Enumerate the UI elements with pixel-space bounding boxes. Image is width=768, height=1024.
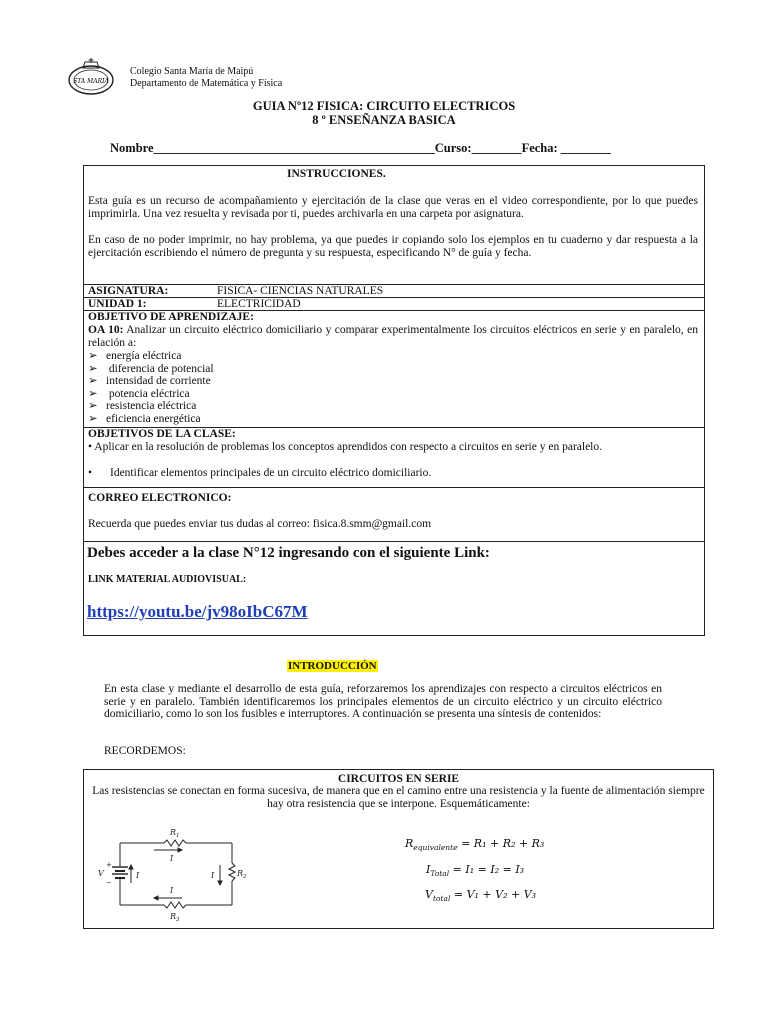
circuitos-serie-heading: CIRCUITOS EN SERIE <box>337 773 460 785</box>
school-name: Colegio Santa María de Maipú <box>130 66 254 77</box>
equation-voltage-sub: total <box>432 894 451 904</box>
objetivo-clase-item-2 <box>88 467 698 480</box>
equation-resistance-rhs: = R₁ + R₂ + R₃ <box>457 837 545 850</box>
unidad-label: UNIDAD 1: <box>88 298 147 310</box>
unidad-value: ELECTRICIDAD <box>217 298 301 310</box>
recordemos-label: RECORDEMOS: <box>104 745 186 757</box>
equation-resistance-sub: equivalente <box>413 843 458 853</box>
introduccion-heading-wrap <box>287 656 378 674</box>
oa10-description: Analizar un circuito eléctrico domiciliario y comparar experimentalmente los circuitos eléctricos en serie y en paralelo, en relación a: <box>88 324 698 349</box>
list-item-text: energía eléctrica <box>106 350 182 362</box>
instrucciones-paragraph-1: Esta guía es un recurso de acompañamiento y ejercitación de la clase que veras en el video correspondiente, por lo que puedes imprimirla. Una vez resuelta y revisada por ti, puedes archivarla en una carpeta por asignatura. <box>88 195 698 220</box>
plus-sign: + <box>106 861 112 869</box>
r3-label: $R_3$ <box>170 912 180 923</box>
list-item <box>88 388 214 401</box>
circuitos-serie-text: Las resistencias se conectan en forma sucesiva, de manera que en el camino entre una resistencia y la fuente de alimentación siempre hay otra resistencia que se interpone. Esquemáticamente: <box>92 785 705 810</box>
instrucciones-section <box>84 166 704 284</box>
objetivo-aprendizaje-heading: OBJETIVO DE APRENDIZAJE: <box>88 311 254 323</box>
equation-current <box>426 863 524 878</box>
current-label-bottom: I <box>170 886 174 895</box>
list-item <box>88 363 214 376</box>
current-label-right: I <box>211 871 215 880</box>
school-logo <box>66 58 116 98</box>
current-label-left: I <box>136 871 140 880</box>
arrow-bullet-icon: ➢ <box>88 400 98 413</box>
department-name: Departamento de Matemática y Física <box>130 78 283 89</box>
list-item <box>88 350 214 363</box>
link-heading: Debes acceder a la clase N°12 ingresando con el siguiente Link: <box>87 545 490 561</box>
list-item-text: eficiencia energética <box>106 412 201 425</box>
equation-current-rhs: = I₁ = I₂ = I₃ <box>449 863 525 876</box>
oa10-label: OA 10: <box>88 324 124 336</box>
instrucciones-paragraph-2: En caso de no poder imprimir, no hay problema, ya que puedes ir copiando solo los ejemplos en tu cuaderno y dar respuesta a la ejercitación escribiendo el número de pregunta y su respuesta, especificando N° de guía y fecha. <box>88 234 698 259</box>
list-item-text: resistencia eléctrica <box>106 400 197 413</box>
series-circuit-diagram <box>94 823 247 923</box>
arrow-bullet-icon: ➢ <box>88 362 98 375</box>
oa10-list <box>88 350 214 426</box>
link-section <box>84 541 704 637</box>
voltage-label: V <box>98 869 104 878</box>
list-item-text: intensidad de corriente <box>106 375 211 388</box>
school-header <box>130 66 282 90</box>
list-item <box>88 400 214 413</box>
unidad-row <box>84 297 704 310</box>
equation-resistance-lhs: R <box>405 837 414 850</box>
arrow-bullet-icon: ➢ <box>88 350 98 362</box>
instrucciones-heading: INSTRUCCIONES. <box>287 168 386 180</box>
list-item-text: potencia eléctrica <box>106 387 190 400</box>
list-item-text: diferencia de potencial <box>106 362 214 375</box>
equation-voltage <box>425 888 536 903</box>
correo-text: Recuerda que puedes enviar tus dudas al correo: fisica.8.smm@gmail.com <box>88 518 432 530</box>
objetivo-clase-item-2-text: Identificar elementos principales de un circuito eléctrico domiciliario. <box>110 467 432 479</box>
equation-current-lhs: I <box>426 863 431 876</box>
arrow-bullet-icon: ➢ <box>88 387 98 400</box>
asignatura-label: ASIGNATURA: <box>88 285 169 297</box>
list-item <box>88 375 214 388</box>
objetivo-aprendizaje-section <box>84 310 704 427</box>
oa10-text <box>88 324 698 349</box>
r1-label: $R_1$ <box>170 828 180 839</box>
objetivo-clase-item-1: • Aplicar en la resolución de problemas los conceptos aprendidos con respecto a circuitos en serie y en paralelo. <box>88 441 602 453</box>
arrow-bullet-icon: ➢ <box>88 412 98 425</box>
asignatura-value: FISICA- CIENCIAS NATURALES <box>217 285 384 297</box>
correo-heading: CORREO ELECTRONICO: <box>88 492 232 504</box>
guide-subtitle: 8 º ENSEÑANZA BASICA <box>312 113 456 127</box>
link-label: LINK MATERIAL AUDIOVISUAL: <box>88 574 247 585</box>
equation-resistance <box>405 837 544 852</box>
instructions-box <box>83 165 705 636</box>
youtube-link[interactable]: https://youtu.be/jv98oIbC67M <box>87 602 308 621</box>
name-course-date-line: Nombre_____________________________________________Curso:________Fecha: ________ <box>110 141 611 155</box>
guide-title: GUIA Nº12 FISICA: CIRCUITO ELECTRICOS <box>252 99 516 113</box>
r2-label: $R_2$ <box>237 869 247 880</box>
introduccion-heading: INTRODUCCIÓN <box>288 660 377 672</box>
bullet-icon: • <box>88 467 93 479</box>
equation-voltage-rhs: = V₁ + V₂ + V₃ <box>450 888 537 901</box>
introduccion-text: En esta clase y mediante el desarrollo de esta guía, reforzaremos los aprendizajes con respecto a circuitos eléctricos en serie y en paralelo. También identificaremos los principales elementos de un circuito eléctrico y un circuito eléctrico domiciliario, como lo son los fusibles e interruptores. A continuación se presenta una síntesis de contenidos: <box>104 683 662 720</box>
arrow-bullet-icon: ➢ <box>88 375 98 388</box>
list-item <box>88 413 214 426</box>
correo-section <box>84 487 704 541</box>
minus-sign: − <box>106 879 112 887</box>
circuitos-serie-box <box>83 769 714 929</box>
current-label-top: I <box>170 854 174 863</box>
logo-text: STA MARIA <box>73 78 109 85</box>
objetivos-clase-heading: OBJETIVOS DE LA CLASE: <box>88 428 236 440</box>
equation-current-sub: Total <box>430 869 450 879</box>
objetivos-clase-section <box>84 427 704 487</box>
asignatura-row <box>84 284 704 297</box>
equation-voltage-lhs: V <box>425 888 433 901</box>
